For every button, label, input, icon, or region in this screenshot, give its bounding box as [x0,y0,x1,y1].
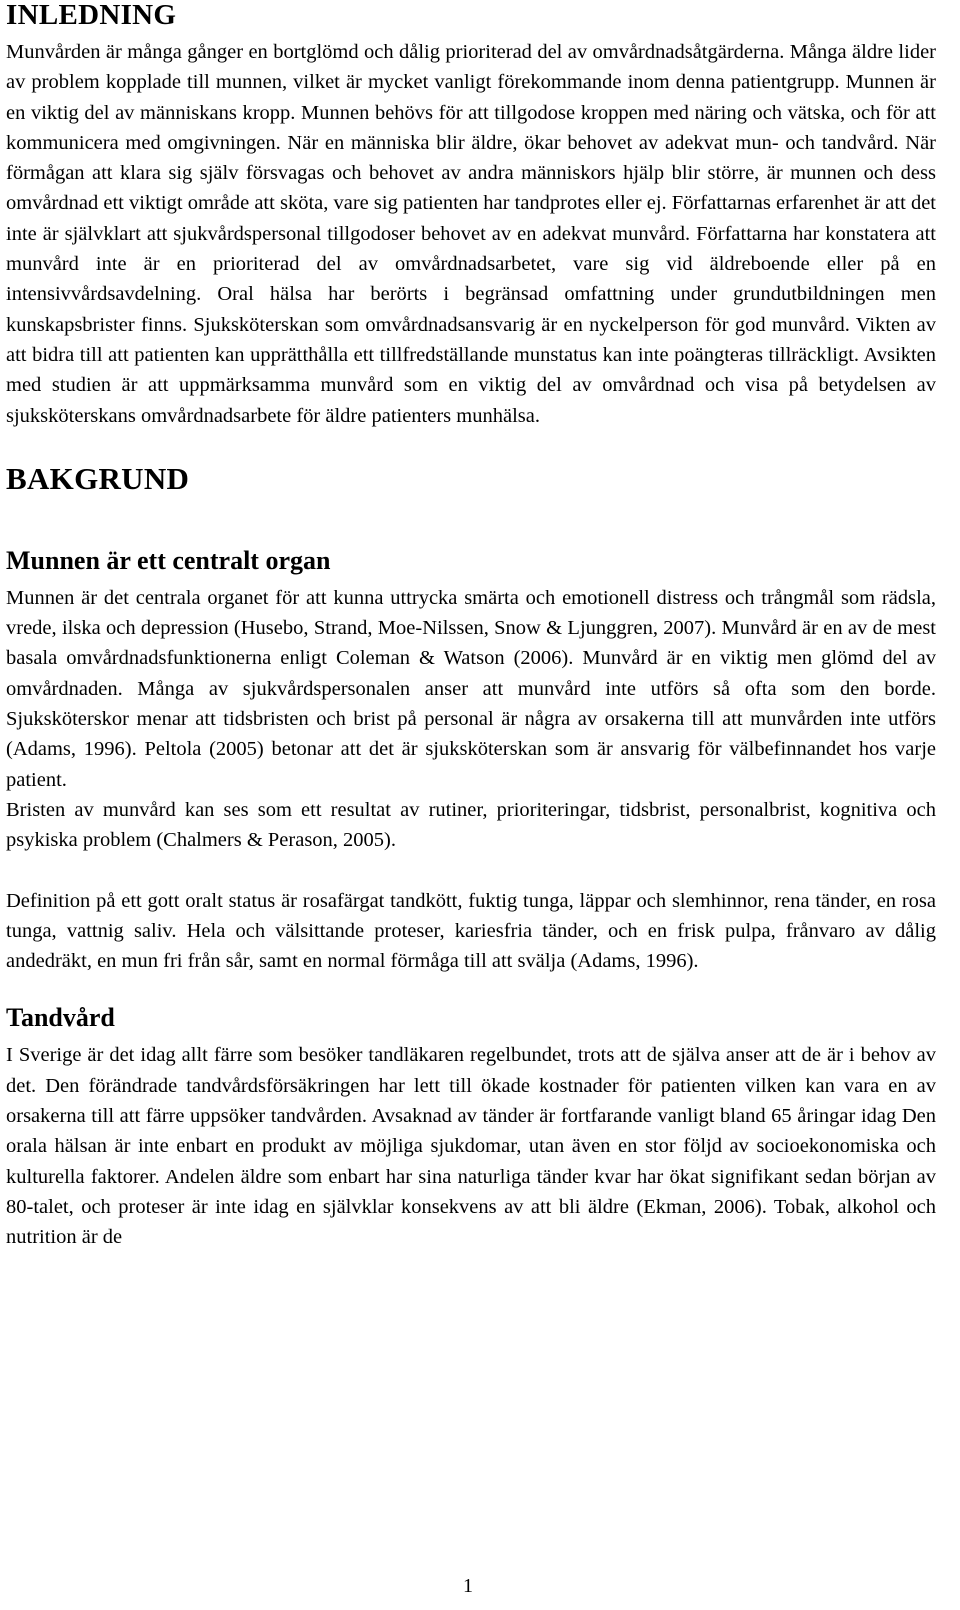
page-number: 1 [463,1575,473,1597]
dental-paragraph: I Sverige är det idag allt färre som besöker tandläkaren regelbundet, trots att de själva anser att de är i behov av det. Den förändrade tandvårdsförsäkringen har lett till ökade kostnader för patienten vilken kan vara en av orsakerna till att färre uppsöker tandvården. Avsaknad av tänder är fortfarande vanligt bland 65 åringar idag Den orala hälsan är inte enbart en produkt av möjliga sjukdomar, utan även en stor följd av socioekonomiska och kulturella faktorer. Andelen äldre som enbart har sina naturliga tänder kvar har ökat signifikant sedan början av 80-talet, och proteser är inte idag en självklar konsekvens av att bli äldre (Ekman, 2006). Tobak, alkohol och nutrition är de [6,1044,936,1249]
dental-section-heading: Tandvård [6,1003,115,1033]
mouth-section-heading: Munnen är ett centralt organ [6,545,331,575]
background-heading: BAKGRUND [6,460,190,496]
intro-heading: INLEDNING [6,0,177,31]
mouth-paragraph-1: Munnen är det centrala organet för att kunna uttrycka smärta och emotionell distress och trångmål som rädsla, vrede, ilska och depression (Husebo, Strand, Moe-Nilssen, Snow & Ljunggren, 2007). Munvård är en av de mest basala omvårdnadsfunktionerna enligt Coleman & Watson (2006). Munvård är en viktig men glömd del av omvårdnaden. Många av sjukvårdspersonalen anser att munvård inte utförs så ofta som den borde. Sjuksköterskor menar att tidsbristen och brist på personal är några av orsakerna till att munvården inte utförs (Adams, 1996). Peltola (2005) betonar att det är sjuksköterskan som är ansvarig för välbefinnandet hos varje patient. [6,586,936,791]
mouth-paragraph-2: Bristen av munvård kan ses som ett resultat av rutiner, prioriteringar, tidsbrist, personalbrist, kognitiva och psykiska problem (Chalmers & Perason, 2005). [6,798,936,852]
mouth-paragraph-3: Definition på ett gott oralt status är rosafärgat tandkött, fuktig tunga, läppar och slemhinnor, rena tänder, en rosa tunga, vattnig saliv. Hela och välsittande proteser, kariesfria tänder, och en frisk pulpa, frånvaro av dålig andedräkt, en mun fri från sår, samt en normal förmåga till att svälja (Adams, 1996). [6,889,936,973]
intro-paragraph: Munvården är många gånger en bortglömd och dålig prioriterad del av omvårdnadsåtgärderna. Många äldre lider av problem kopplade till munnen, vilket är mycket vanligt förekommande inom denna patientgrupp. Munnen är en viktig del av människans kropp. Munnen behövs för att tillgodose kroppen med näring och vätska, och för att kommunicera med omgivningen. När en människa blir äldre, ökar behovet av adekvat mun- och tandvård. När förmågan att klara sig själv försvagas och behovet av andra människors hjälp blir större, är munnen och dess omvårdnad ett viktigt område att sköta, vare sig patienten har tandprotes eller ej. Författarnas erfarenhet är att det inte är självklart att sjukvårdspersonal tillgodoser behovet av en adekvat munvård. Författarna har konstatera att munvård inte är en prioriterad del av omvårdnadsarbetet, vare sig vid äldreboende eller på en intensivvårdsavdelning. Oral hälsa har berörts i begränsad omfattning under grundutbildningen men kunskapsbrister finns. Sjuksköterskan som omvårdnadsansvarig är en nyckelperson för god munvård. Vikten av att bidra till att patienten kan upprätthålla ett tillfredställande munstatus kan inte poängteras tillräckligt. Avsikten med studien är att uppmärksamma munvård som en viktig del av omvårdnad och visa på betydelsen av sjuksköterskans omvårdnadsarbete för äldre patienters munhälsa. [6,41,936,427]
document-page [6,0,936,1253]
